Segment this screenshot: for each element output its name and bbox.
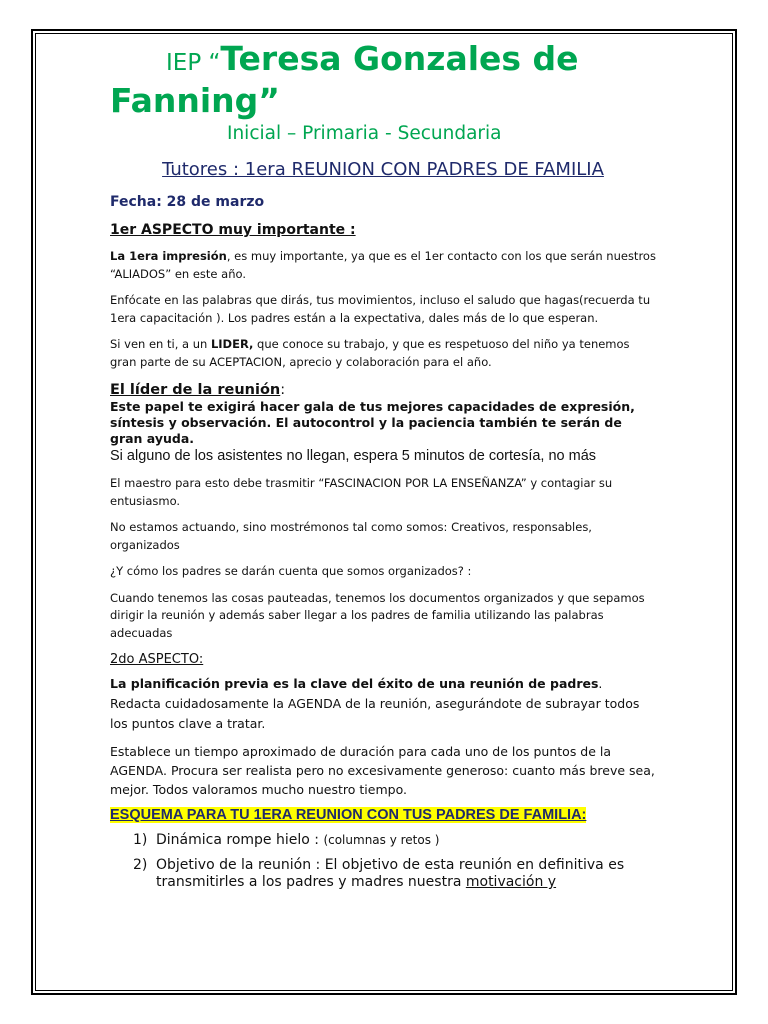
- agenda-list: [110, 832, 656, 891]
- lider-body: Este papel te exigirá hacer gala de tus mejores capacidades de expresión, síntesis y observación. El autocontrol y la paciencia también te serán de gran ayuda.: [110, 399, 635, 446]
- meeting-heading: Tutores : 1era REUNION CON PADRES DE FAMILIA: [162, 159, 604, 180]
- lider-bold: LIDER,: [210, 337, 254, 351]
- school-levels: Inicial – Primaria - Secundaria: [227, 123, 502, 144]
- aspect1-paragraph-1: La 1era impresión, es muy importante, ya que es el 1er contacto con los que serán nuestros “ALIADOS” en este año.: [110, 249, 656, 281]
- lider-paragraph-4: Cuando tenemos las cosas pauteadas, tenemos los documentos organizados y que sepamos dirigir la reunión y además saber llegar a los padres de familia utilizando las palabras adecuadas: [110, 590, 645, 640]
- lider-paragraph-2: No estamos actuando, sino mostrémonos tal como somos: Creativos, responsables, organizados: [110, 520, 592, 552]
- school-title: [110, 40, 656, 120]
- meeting-date: Fecha: 28 de marzo: [110, 194, 265, 210]
- aspect2-paragraph-2: Establece un tiempo aproximado de duración para cada uno de los puntos de la AGENDA. Procura ser realista pero no excesivamente generoso: cuanto más breve sea, mejor. Todos valoramos mucho nuestro tiempo.: [110, 744, 655, 797]
- aspect1-paragraph-3: Si ven en ti, a un LIDER, que conoce su trabajo, y que es respetuoso del niño ya tenemos gran parte de su ACEPTACION, aprecio y colaboración para el año.: [110, 337, 630, 369]
- esquema-heading: ESQUEMA PARA TU 1ERA REUNION CON TUS PADRES DE FAMILIA:: [110, 807, 587, 823]
- school-name: Teresa Gonzales de Fanning”: [110, 39, 579, 120]
- document-body: [110, 40, 656, 899]
- lider-paragraph-3: ¿Y cómo los padres se darán cuenta que somos organizados? :: [110, 564, 472, 578]
- lider-paragraph-1: El maestro para esto debe trasmitir “FASCINACION POR LA ENSEÑANZA” y contagiar su entusiasmo.: [110, 476, 613, 508]
- school-prefix: IEP “: [166, 50, 221, 76]
- lider-extra: Si alguno de los asistentes no llegan, espera 5 minutos de cortesía, no más: [110, 448, 597, 464]
- list-item: 2) Objetivo de la reunión : El objetivo de esta reunión en definitiva es transmitirles a los padres y madres nuestra motivación y: [133, 857, 625, 890]
- aspect2-heading: 2do ASPECTO:: [110, 652, 204, 667]
- aspect2-paragraph-1: La planificación previa es la clave del éxito de una reunión de padres. Redacta cuidadosamente la AGENDA de la reunión, asegurándote de subrayar todos los puntos clave a tratar.: [110, 676, 640, 731]
- list-item: 1) Dinámica rompe hielo : (columnas y retos ): [133, 832, 440, 848]
- lider-heading: El líder de la reunión:: [110, 382, 286, 398]
- aspect1-heading: 1er ASPECTO muy importante :: [110, 222, 356, 238]
- first-impression-bold: La 1era impresión: [110, 249, 227, 263]
- aspect1-paragraph-2: Enfócate en las palabras que dirás, tus movimientos, incluso el saludo que hagas(recuerda tu 1era capacitación ). Los padres están a la expectativa, dales más de lo que esperan.: [110, 293, 651, 325]
